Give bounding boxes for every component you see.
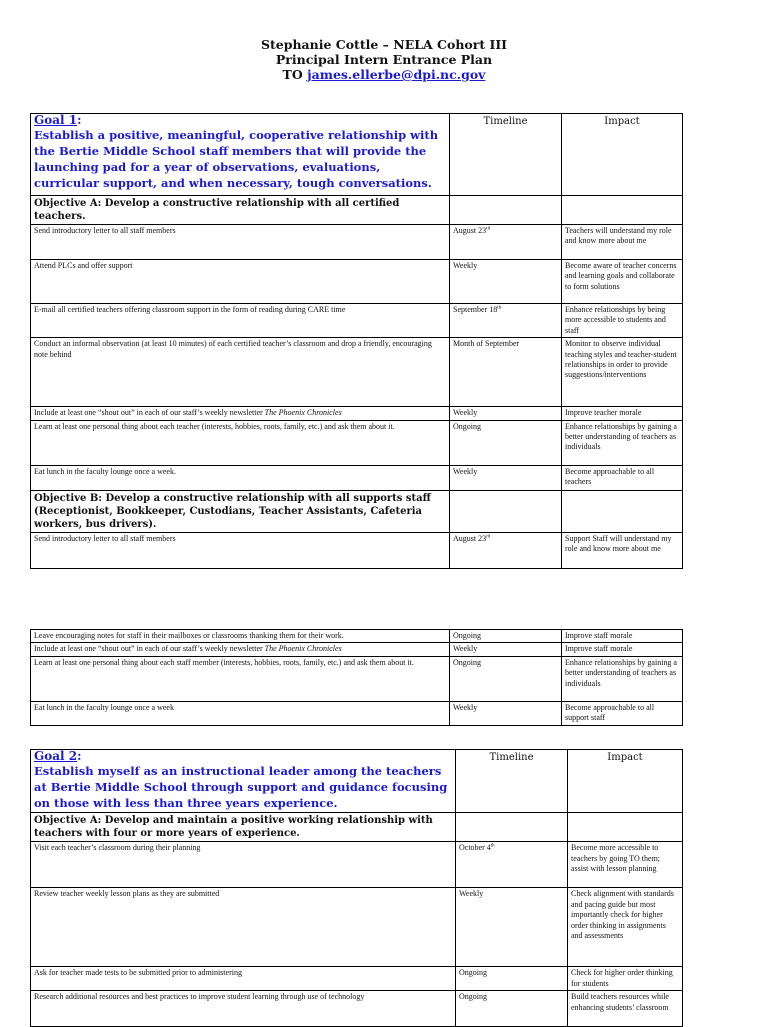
- goal-1-text: Establish a positive, meaningful, cooperative relationship with the Bertie Middle School staff members that will provide the launching pad for a year of observations, evaluations, curricular support, and when necessary, tough conversations.: [34, 128, 439, 191]
- task-cell: E-mail all certified teachers offering classroom support in the form of reading during CARE time: [31, 304, 450, 338]
- task-cell: Ask for teacher made tests to be submitted prior to administering: [31, 967, 456, 991]
- empty-cell: [568, 813, 683, 842]
- author-line: Stephanie Cottle – NELA Cohort III: [260, 37, 508, 52]
- newsletter-title: The Phoenix Chronicles: [264, 644, 342, 654]
- timeline-cell: Weekly: [450, 407, 562, 420]
- impact-cell: Become aware of teacher concerns and learning goals and collaborate to form solutions: [562, 260, 683, 304]
- task-cell: [31, 643, 450, 656]
- impact-cell: Improve teacher morale: [562, 407, 683, 420]
- timeline-cell: Ongoing: [456, 991, 568, 1027]
- ordinal-suffix: rd: [486, 226, 491, 232]
- table-row: [31, 888, 683, 967]
- table-row: [31, 842, 683, 888]
- timeline-cell: Ongoing: [450, 656, 562, 701]
- ordinal-suffix: rd: [486, 533, 491, 539]
- timeline-cell: [456, 842, 568, 888]
- task-cell: Leave encouraging notes for staff in their mailboxes or classrooms thanking them for their work.: [31, 630, 450, 643]
- task-cell: Review teacher weekly lesson plans as they are submitted: [31, 888, 456, 967]
- goal-1-label: Goal 1: [34, 113, 78, 127]
- objective-a-heading: Objective A: Develop and maintain a positive working relationship with teachers with four or more years of experience.: [31, 813, 456, 842]
- column-header-impact: Impact: [568, 750, 683, 813]
- timeline-cell: Weekly: [450, 643, 562, 656]
- table-row: [31, 338, 683, 407]
- task-cell: Learn at least one personal thing about each teacher (interests, hobbies, roots, family, etc.) and ask them about it.: [31, 420, 450, 465]
- empty-cell: [562, 196, 683, 225]
- objective-b-heading: Objective B: Develop a constructive relationship with all supports staff (Receptionist, Bookkeeper, Custodians, Teacher Assistants, Cafeteria workers, bus drivers).: [31, 490, 450, 532]
- task-cell: [31, 407, 450, 420]
- task-cell: Send introductory letter to all staff members: [31, 225, 450, 260]
- impact-cell: Support Staff will understand my role and know more about me: [562, 532, 683, 568]
- impact-cell: Enhance relationships by being more accessible to students and staff: [562, 304, 683, 338]
- goal-2-colon: :: [77, 749, 82, 763]
- task-cell: Eat lunch in the faculty lounge once a week.: [31, 465, 450, 490]
- goal-1-cell: [31, 114, 450, 196]
- ordinal-suffix: th: [497, 305, 502, 311]
- table-row: [31, 225, 683, 260]
- task-cell: Learn at least one personal thing about each staff member (interests, hobbies, roots, family, etc.) and ask them about it.: [31, 656, 450, 701]
- goal-2-cell: [31, 750, 456, 813]
- impact-cell: Build teachers resources while enhancing students’ classroom: [568, 991, 683, 1027]
- goal-2-table: [30, 749, 683, 1027]
- document-header: [0, 37, 768, 82]
- timeline-cell: Ongoing: [450, 420, 562, 465]
- timeline-cell: Weekly: [450, 701, 562, 725]
- table-row: [31, 967, 683, 991]
- goal-1-colon: :: [77, 113, 82, 127]
- task-cell: Research additional resources and best practices to improve student learning through use of technology: [31, 991, 456, 1027]
- column-header-timeline: Timeline: [456, 750, 568, 813]
- timeline-cell: Weekly: [456, 888, 568, 967]
- impact-cell: Check alignment with standards and pacing guide but most importantly check for higher order thinking in assignments and assessments: [568, 888, 683, 967]
- goal-1-table: [30, 113, 683, 569]
- timeline-cell: [450, 532, 562, 568]
- table-row: [31, 701, 683, 725]
- task-cell: Attend PLCs and offer support: [31, 260, 450, 304]
- timeline-cell: Weekly: [450, 465, 562, 490]
- table-row: [31, 532, 683, 568]
- empty-cell: [456, 813, 568, 842]
- task-cell: Visit each teacher’s classroom during their planning: [31, 842, 456, 888]
- column-header-impact: Impact: [562, 114, 683, 196]
- timeline-cell: Weekly: [450, 260, 562, 304]
- table-row: [31, 991, 683, 1027]
- impact-cell: Become approachable to all teachers: [562, 465, 683, 490]
- table-row: [31, 304, 683, 338]
- task-text: Include at least one “shout out” in each of our staff’s weekly newsletter: [34, 644, 265, 654]
- impact-cell: Teachers will understand my role and know more about me: [562, 225, 683, 260]
- impact-cell: Improve staff morale: [562, 643, 683, 656]
- recipient-line: [0, 67, 768, 82]
- task-cell: Eat lunch in the faculty lounge once a week: [31, 701, 450, 725]
- objective-a-heading: Objective A: Develop a constructive relationship with all certified teachers.: [31, 196, 450, 225]
- column-header-timeline: Timeline: [450, 114, 562, 196]
- timeline-value: October 4: [459, 843, 491, 853]
- impact-cell: Monitor to observe individual teaching styles and teacher-student relationships in order to provide suggestions/interventions: [562, 338, 683, 407]
- table-row: [31, 260, 683, 304]
- ordinal-suffix: th: [490, 843, 495, 849]
- task-cell: Send introductory letter to all staff members: [31, 532, 450, 568]
- email-link[interactable]: james.ellerbe@dpi.nc.gov: [307, 67, 486, 82]
- empty-cell: [562, 490, 683, 532]
- impact-cell: Check for higher order thinking for students: [568, 967, 683, 991]
- goal-2-text: Establish myself as an instructional leader among the teachers at Bertie Middle School through support and guidance focusing on those with less than three years experience.: [34, 764, 448, 811]
- goal-2-label: Goal 2: [34, 749, 78, 763]
- timeline-cell: [450, 225, 562, 260]
- table-row: [31, 656, 683, 701]
- impact-cell: Enhance relationships by gaining a better understanding of teachers as individuals: [562, 656, 683, 701]
- table-row: [31, 630, 683, 643]
- table-row: [31, 407, 683, 420]
- timeline-value: September 18: [453, 305, 498, 314]
- plan-title: Principal Intern Entrance Plan: [275, 52, 493, 67]
- timeline-cell: Ongoing: [456, 967, 568, 991]
- impact-cell: Enhance relationships by gaining a better understanding of teachers as individuals: [562, 420, 683, 465]
- empty-cell: [450, 490, 562, 532]
- table-row: [31, 643, 683, 656]
- timeline-value: August 23: [453, 533, 487, 543]
- task-cell: Conduct an informal observation (at least 10 minutes) of each certified teacher’s classroom and drop a friendly, encouraging note behind: [31, 338, 450, 407]
- table-row: [31, 420, 683, 465]
- empty-cell: [450, 196, 562, 225]
- table-row: [31, 465, 683, 490]
- to-label: TO: [282, 67, 303, 82]
- timeline-value: August 23: [453, 226, 487, 235]
- task-text: Include at least one “shout out” in each of our staff’s weekly newsletter: [34, 408, 265, 418]
- impact-cell: Become more accessible to teachers by going TO them; assist with lesson planning: [568, 842, 683, 888]
- timeline-cell: Ongoing: [450, 630, 562, 643]
- impact-cell: Become approachable to all support staff: [562, 701, 683, 725]
- timeline-cell: Month of September: [450, 338, 562, 407]
- support-staff-table: [30, 629, 683, 726]
- timeline-cell: [450, 304, 562, 338]
- impact-cell: Improve staff morale: [562, 630, 683, 643]
- newsletter-title: The Phoenix Chronicles: [264, 408, 342, 418]
